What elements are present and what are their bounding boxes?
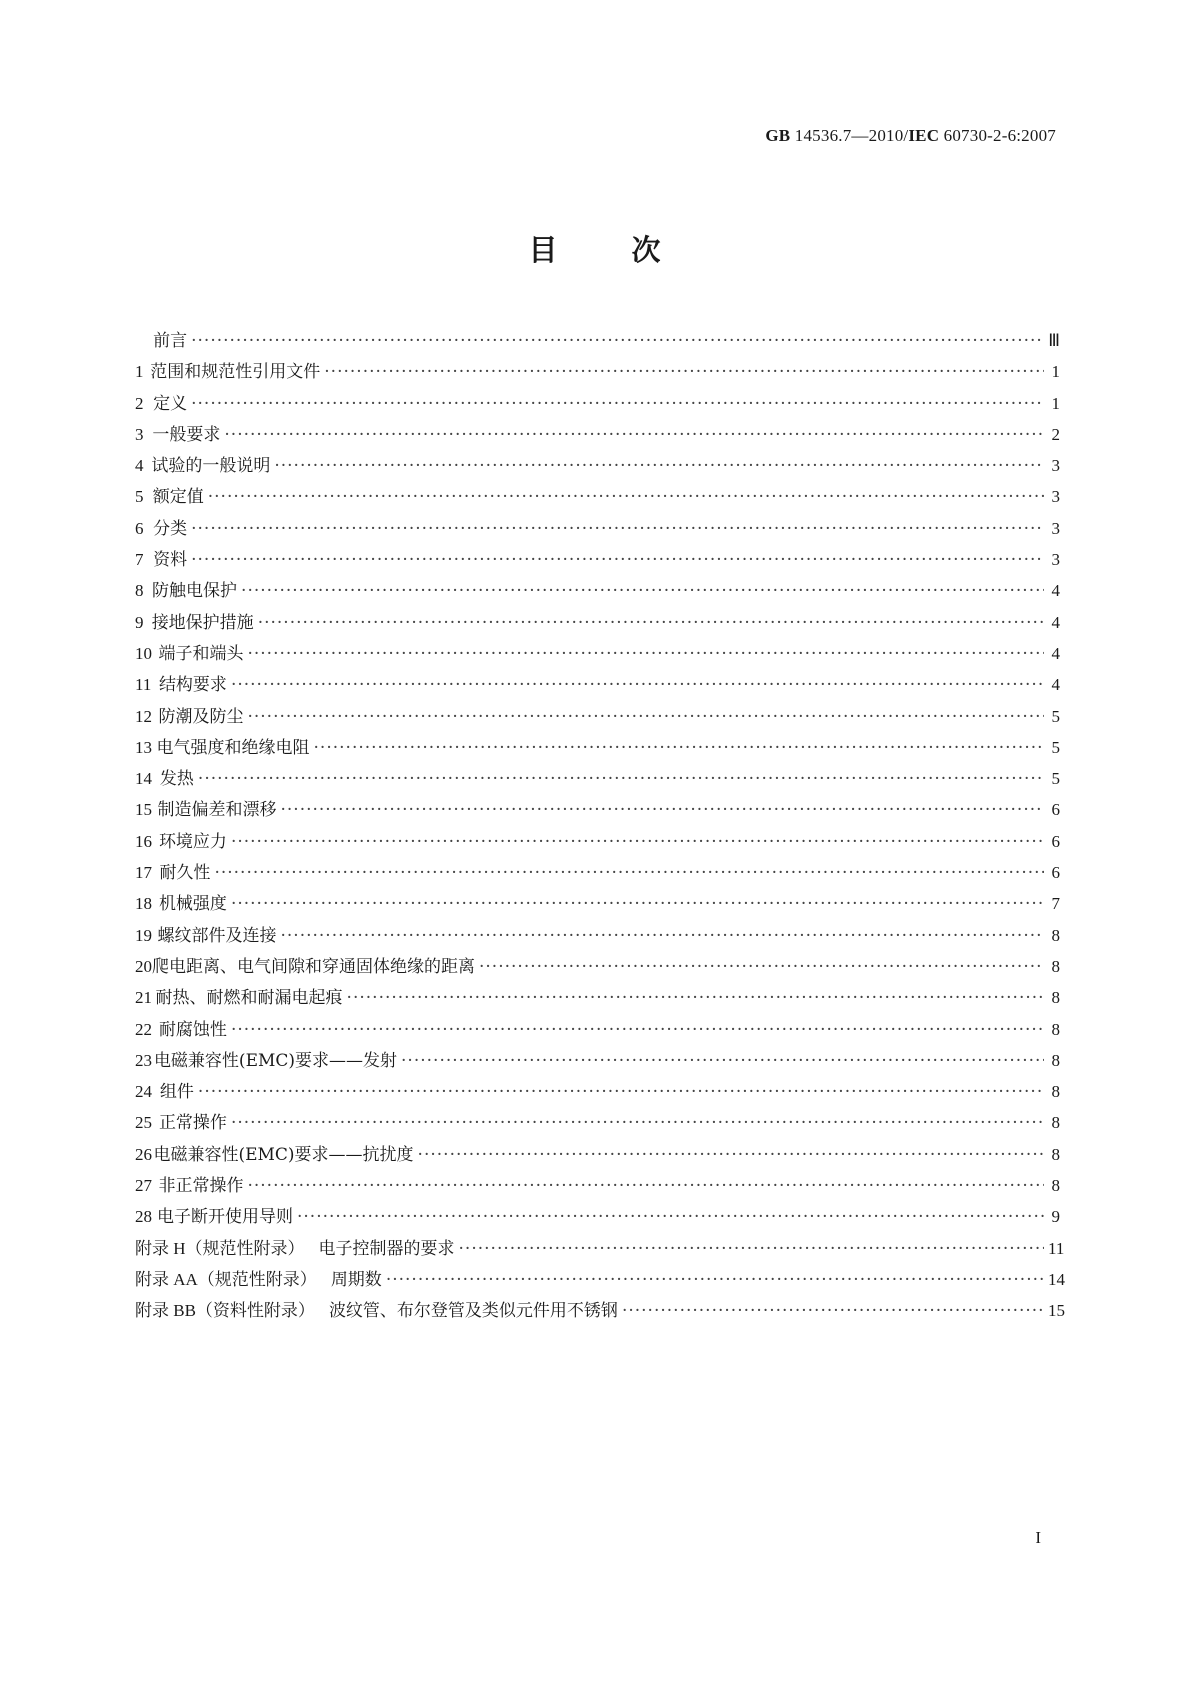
toc-entry-title: 前言: [153, 331, 188, 351]
toc-entry-page: 8: [1051, 1050, 1060, 1070]
toc-entry-page: 8: [1051, 988, 1060, 1008]
toc-entry-title: 耐久性: [159, 863, 211, 884]
gb-code: 14536.7—2010/: [794, 126, 909, 145]
toc-leader-dots: [231, 675, 1044, 695]
toc-entry-title: 额定值: [152, 487, 204, 508]
toc-leader-dots: [191, 331, 1044, 351]
toc-entry-title: 防潮及防尘: [158, 706, 244, 727]
toc-entry-title: 电气强度和绝缘电阻: [156, 737, 310, 758]
toc-entry-number: 20: [135, 956, 152, 976]
toc-leader-dots: [191, 550, 1044, 570]
toc-entry-page: Ⅲ: [1048, 331, 1060, 350]
toc-entry-title: 螺纹部件及连接: [157, 925, 277, 946]
toc-entry-number: 1: [135, 362, 144, 382]
toc-entry-title: 定义: [153, 393, 188, 414]
toc-entry[interactable]: [135, 1234, 1065, 1265]
toc-entry[interactable]: [135, 639, 1060, 670]
toc-entry-number: 25: [135, 1113, 152, 1133]
toc-entry-title: 非正常操作: [158, 1176, 244, 1197]
toc-entry[interactable]: [135, 1046, 1060, 1077]
toc-entry-page: 3: [1051, 550, 1060, 570]
iec-prefix: IEC: [908, 126, 940, 145]
toc-entry[interactable]: [135, 952, 1060, 983]
toc-entry[interactable]: [135, 764, 1060, 795]
toc-entry-page: 14: [1048, 1269, 1065, 1289]
toc-leader-dots: [241, 581, 1044, 601]
toc-leader-dots: [479, 957, 1044, 977]
toc-entry-number: 9: [135, 612, 144, 632]
toc-entry-title: 制造偏差和漂移: [157, 800, 277, 821]
toc-entry[interactable]: [135, 1202, 1060, 1233]
toc-entry-number: 5: [135, 487, 144, 507]
toc-entry-number: 17: [135, 863, 152, 883]
toc-entry[interactable]: [135, 451, 1060, 482]
toc-entry-page: 1: [1051, 362, 1060, 382]
toc-leader-dots: [314, 738, 1044, 758]
toc-entry-page: 1: [1051, 393, 1060, 413]
table-of-contents: [135, 326, 1065, 1328]
toc-entry-page: 4: [1051, 612, 1060, 632]
toc-leader-dots: [401, 1051, 1044, 1071]
toc-leader-dots: [459, 1239, 1044, 1259]
toc-entry[interactable]: [135, 1108, 1060, 1139]
toc-entry-number: 13: [135, 737, 152, 757]
toc-entry[interactable]: [135, 1140, 1060, 1171]
toc-entry[interactable]: [135, 1015, 1060, 1046]
toc-entry-number: 22: [135, 1019, 152, 1039]
toc-entry-title: 电子控制器的要求: [318, 1238, 455, 1259]
toc-leader-dots: [214, 863, 1044, 883]
toc-entry-page: 5: [1051, 769, 1060, 789]
toc-entry-title: 波纹管、布尔登管及类似元件用不锈钢: [328, 1301, 618, 1322]
toc-entry[interactable]: [135, 389, 1060, 420]
toc-entry-number: 4: [135, 456, 144, 476]
toc-leader-dots: [191, 394, 1044, 414]
toc-leader-dots: [231, 832, 1044, 852]
toc-entry-number: 16: [135, 831, 152, 851]
toc-entry-number: 8: [135, 581, 144, 601]
toc-entry-title: 范围和规范性引用文件: [150, 362, 321, 383]
toc-entry-title: 爬电距离、电气间隙和穿通固体绝缘的距离: [152, 956, 475, 977]
toc-entry-title: 正常操作: [158, 1113, 227, 1134]
toc-leader-dots: [208, 487, 1044, 507]
toc-entry-title: 电子断开使用导则: [157, 1207, 293, 1228]
toc-entry-title: 分类: [153, 518, 188, 539]
toc-entry[interactable]: [135, 983, 1060, 1014]
toc-leader-dots: [224, 425, 1044, 445]
toc-entry-page: 8: [1051, 1176, 1060, 1196]
toc-entry[interactable]: [135, 326, 1060, 357]
toc-entry[interactable]: [135, 1296, 1065, 1327]
toc-leader-dots: [231, 894, 1044, 914]
page-number: I: [1035, 1528, 1041, 1547]
toc-entry-number: 附录 AA（规范性附录）: [135, 1269, 317, 1289]
toc-entry-number: 7: [135, 550, 144, 570]
toc-entry-title: 电磁兼容性(EMC)要求——发射: [153, 1050, 398, 1071]
toc-entry-title: 机械强度: [158, 894, 227, 915]
toc-entry-page: 4: [1051, 643, 1060, 663]
toc-entry-number: 附录 BB（资料性附录）: [135, 1301, 315, 1321]
toc-entry[interactable]: [135, 795, 1060, 826]
toc-entry[interactable]: [135, 1265, 1065, 1296]
toc-entry-number: 21: [135, 988, 152, 1008]
toc-entry-number: 10: [135, 643, 152, 663]
toc-entry-number: 2: [135, 393, 144, 413]
toc-leader-dots: [247, 1176, 1044, 1196]
toc-entry-title: 防触电保护: [152, 581, 238, 602]
toc-leader-dots: [347, 988, 1044, 1008]
toc-entry-page: 7: [1051, 894, 1060, 914]
toc-entry-page: 2: [1051, 424, 1060, 444]
toc-entry[interactable]: [135, 608, 1060, 639]
toc-entry-page: 8: [1051, 956, 1060, 976]
toc-entry-title: 周期数: [330, 1269, 382, 1290]
page-title: [0, 228, 1191, 269]
toc-leader-dots: [280, 926, 1044, 946]
toc-entry-page: 4: [1051, 581, 1060, 601]
toc-entry-number: 12: [135, 706, 152, 726]
toc-entry-page: 8: [1051, 1082, 1060, 1102]
toc-entry-number: 26: [135, 1144, 152, 1164]
toc-leader-dots: [622, 1301, 1044, 1321]
toc-leader-dots: [418, 1145, 1044, 1165]
toc-entry[interactable]: [135, 357, 1060, 388]
toc-entry-number: 11: [135, 675, 152, 695]
toc-entry-title: 发热: [159, 769, 194, 790]
toc-leader-dots: [198, 1082, 1044, 1102]
toc-entry-number: 19: [135, 925, 152, 945]
toc-entry-page: 3: [1051, 518, 1060, 538]
toc-leader-dots: [247, 707, 1044, 727]
toc-entry-number: 3: [135, 424, 144, 444]
toc-entry-number: 28: [135, 1207, 152, 1227]
toc-entry-page: 8: [1051, 1113, 1060, 1133]
toc-entry[interactable]: [135, 545, 1060, 576]
toc-entry[interactable]: [135, 482, 1060, 513]
toc-entry-number: 附录 H（规范性附录）: [135, 1238, 305, 1258]
toc-entry[interactable]: [135, 420, 1060, 451]
toc-entry-number: 24: [135, 1082, 152, 1102]
toc-entry[interactable]: [135, 576, 1060, 607]
standard-number: [765, 126, 1056, 146]
toc-entry-number: 27: [135, 1176, 152, 1196]
toc-leader-dots: [258, 613, 1044, 633]
toc-entry[interactable]: [135, 702, 1060, 733]
toc-entry[interactable]: [135, 514, 1060, 545]
toc-entry-page: 3: [1051, 487, 1060, 507]
toc-entry-title: 耐热、耐燃和耐漏电起痕: [155, 988, 343, 1009]
iec-code: 60730-2-6:2007: [943, 126, 1056, 145]
toc-entry-title: 组件: [159, 1082, 194, 1103]
toc-entry[interactable]: [135, 733, 1060, 764]
toc-entry-number: 18: [135, 894, 152, 914]
toc-leader-dots: [191, 519, 1044, 539]
toc-leader-dots: [324, 362, 1044, 382]
toc-leader-dots: [231, 1020, 1044, 1040]
toc-entry-page: 3: [1051, 456, 1060, 476]
toc-entry[interactable]: [135, 1077, 1060, 1108]
toc-leader-dots: [231, 1113, 1044, 1133]
title-char-1: 目: [528, 233, 560, 267]
toc-entry-page: 8: [1051, 1019, 1060, 1039]
toc-entry-page: 5: [1051, 737, 1060, 757]
toc-entry-page: 8: [1051, 1144, 1060, 1164]
toc-entry-title: 耐腐蚀性: [158, 1019, 227, 1040]
toc-entry[interactable]: [135, 858, 1060, 889]
toc-entry[interactable]: [135, 921, 1060, 952]
toc-entry-page: 9: [1051, 1207, 1060, 1227]
title-char-2: 次: [631, 233, 663, 267]
toc-leader-dots: [274, 456, 1044, 476]
toc-entry-number: 14: [135, 769, 152, 789]
toc-entry-title: 结构要求: [158, 675, 227, 696]
toc-entry-page: 6: [1051, 831, 1060, 851]
toc-entry-number: 15: [135, 800, 152, 820]
toc-entry[interactable]: [135, 670, 1060, 701]
toc-entry-page: 11: [1048, 1238, 1065, 1258]
toc-entry-page: 6: [1051, 863, 1060, 883]
toc-entry-page: 5: [1051, 706, 1060, 726]
toc-leader-dots: [386, 1270, 1044, 1290]
toc-entry-page: 6: [1051, 800, 1060, 820]
toc-leader-dots: [297, 1207, 1044, 1227]
toc-entry[interactable]: [135, 827, 1060, 858]
toc-leader-dots: [198, 769, 1044, 789]
toc-entry-title: 一般要求: [152, 424, 221, 445]
toc-leader-dots: [247, 644, 1044, 664]
toc-entry[interactable]: [135, 889, 1060, 920]
toc-entry-title: 端子和端头: [158, 643, 244, 664]
toc-entry-page: 8: [1051, 925, 1060, 945]
toc-leader-dots: [280, 800, 1044, 820]
toc-entry-page: 15: [1048, 1301, 1065, 1321]
toc-entry-title: 接地保护措施: [151, 612, 254, 633]
toc-entry-title: 试验的一般说明: [151, 456, 271, 477]
toc-entry-number: 6: [135, 518, 144, 538]
gb-prefix: GB: [765, 126, 791, 145]
toc-entry-title: 环境应力: [158, 831, 227, 852]
toc-entry-page: 4: [1051, 675, 1060, 695]
toc-entry[interactable]: [135, 1171, 1060, 1202]
toc-entry-title: 电磁兼容性(EMC)要求——抗扰度: [153, 1144, 414, 1165]
toc-entry-number: 23: [135, 1050, 152, 1070]
toc-entry-title: 资料: [153, 550, 188, 571]
